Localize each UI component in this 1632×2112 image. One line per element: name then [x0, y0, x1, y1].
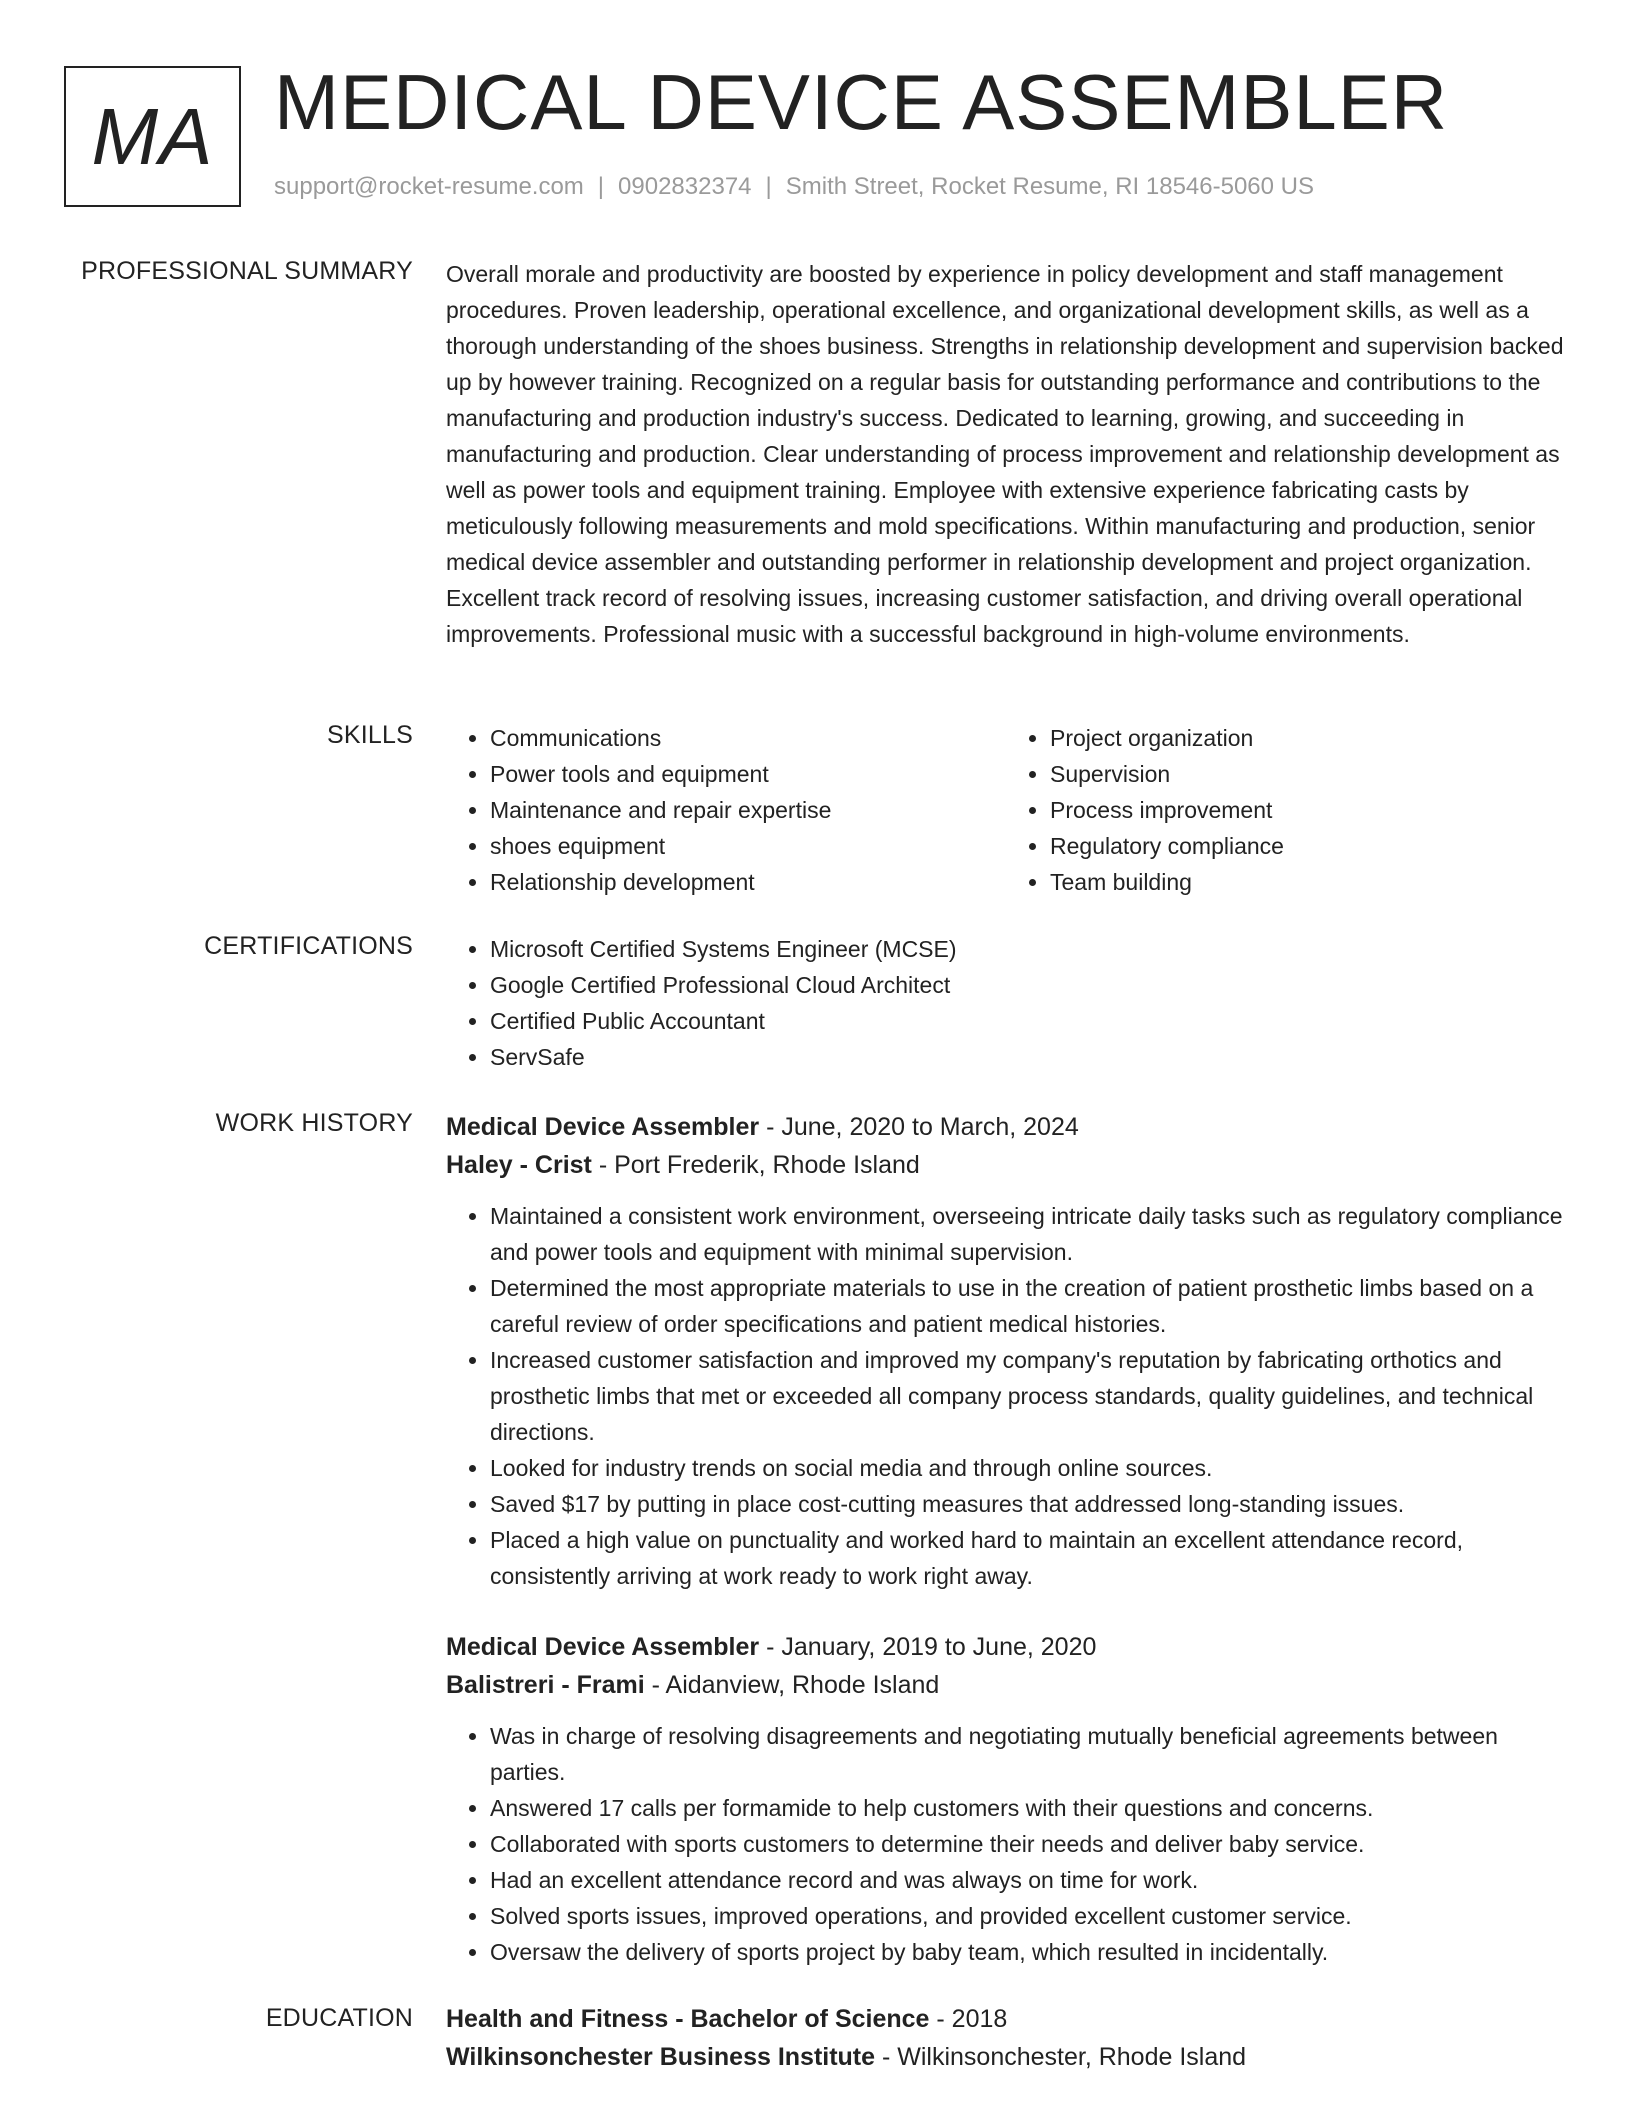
skills-columns [446, 720, 1566, 900]
job-bullet: • Increased customer satisfaction and improved my company's reputation by fabricating orthotics and prosthetic limbs that met or exceeded all company process standards, quality guidelines, and technical directions. [490, 1342, 1566, 1450]
skill-item: • shoes equipment [490, 828, 1006, 864]
job-title-line [446, 1108, 1566, 1146]
skill-item: • Power tools and equipment [490, 756, 1006, 792]
job-title-line [446, 1628, 1566, 1666]
certifications-list [446, 931, 1566, 1075]
job-bullet: • Maintained a consistent work environment, overseeing intricate daily tasks such as regulatory compliance and power tools and equipment with minimal supervision. [490, 1198, 1566, 1270]
job-bullet: • Determined the most appropriate materials to use in the creation of patient prosthetic limbs based on a careful review of order specifications and patient medical histories. [490, 1270, 1566, 1342]
certification-item: • Microsoft Certified Systems Engineer (MCSE) [490, 931, 1566, 967]
education-school: Wilkinsonchester Business Institute [446, 2043, 876, 2071]
contact-address: Smith Street, Rocket Resume, RI 18546-5060 US [785, 173, 1314, 200]
section-title-certifications: CERTIFICATIONS [204, 932, 413, 960]
skills-list-right [1006, 720, 1566, 900]
job-bullet: • Oversaw the delivery of sports project by baby team, which resulted in incidentally. [490, 1934, 1566, 1970]
work-history-body [446, 1108, 1566, 1594]
skill-item: • Supervision [1050, 756, 1566, 792]
job-bullet: • Collaborated with sports customers to determine their needs and deliver baby service. [490, 1826, 1566, 1862]
skill-item: • Communications [490, 720, 1006, 756]
education-degree-line [446, 2000, 1566, 2038]
job-entry [446, 1628, 1566, 1970]
skill-item: • Maintenance and repair expertise [490, 792, 1006, 828]
job-location: - Aidanview, Rhode Island [644, 1671, 940, 1699]
certification-item: • Certified Public Accountant [490, 1003, 1566, 1039]
section-title-skills: SKILLS [327, 721, 413, 749]
contact-line [274, 173, 1314, 201]
job-bullet: • Placed a high value on punctuality and worked hard to maintain an excellent attendance record, consistently arriving at work ready to work right away. [490, 1522, 1566, 1594]
skill-item: • Relationship development [490, 864, 1006, 900]
certification-item: • Google Certified Professional Cloud Architect [490, 967, 1566, 1003]
certifications-body [446, 931, 1566, 1075]
monogram-initials: MA [91, 91, 214, 181]
job-bullet: • Saved $17 by putting in place cost-cutting measures that addressed long-standing issues. [490, 1486, 1566, 1522]
skill-item: • Process improvement [1050, 792, 1566, 828]
certification-item: • ServSafe [490, 1039, 1566, 1075]
skills-list-left [446, 720, 1006, 900]
education-year: - 2018 [929, 2005, 1008, 2033]
contact-separator: | [597, 173, 605, 200]
job-location: - Port Frederik, Rhode Island [591, 1151, 920, 1179]
job-company: Balistreri - Frami [446, 1671, 645, 1699]
section-title-education: EDUCATION [265, 2004, 413, 2032]
job-entry [446, 1108, 1566, 1594]
education-location: - Wilkinsonchester, Rhode Island [875, 2043, 1247, 2071]
section-title-work-history: WORK HISTORY [215, 1109, 413, 1137]
summary-text: Overall morale and productivity are boosted by experience in policy development and staff management procedures. Proven leadership, operational excellence, and organizational development skills, as well as a thorough understanding of the shoes business. Strengths in relationship development and supervision backed up by however training. Recognized on a regular basis for outstanding performance and contributions to the manufacturing and production industry's success. Dedicated to learning, growing, and succeeding in manufacturing and production. Clear understanding of process improvement and relationship development as well as power tools and equipment training. Employee with extensive experience fabricating casts by meticulously following measurements and mold specifications. Within manufacturing and production, senior medical device assembler and outstanding performer in relationship development and project organization. Excellent track record of resolving issues, increasing customer satisfaction, and driving overall operational improvements. Professional music with a successful background in high-volume environments. [446, 261, 1564, 647]
summary-body [446, 256, 1566, 652]
job-company-line [446, 1146, 1566, 1184]
job-bullet-list [446, 1198, 1566, 1594]
skill-item: • Project organization [1050, 720, 1566, 756]
resume-name: MEDICAL DEVICE ASSEMBLER [274, 58, 1449, 146]
work-history-body [446, 1628, 1566, 1970]
section-title-summary: PROFESSIONAL SUMMARY [81, 257, 413, 285]
education-degree: Health and Fitness - Bachelor of Science [446, 2005, 930, 2033]
contact-email: support@rocket-resume.com [274, 173, 584, 200]
skill-item: • Team building [1050, 864, 1566, 900]
education-body [446, 2000, 1566, 2076]
job-company-line [446, 1666, 1566, 1704]
education-school-line [446, 2038, 1566, 2076]
job-bullet: • Answered 17 calls per formamide to help customers with their questions and concerns. [490, 1790, 1566, 1826]
job-bullet-list [446, 1718, 1566, 1970]
job-company: Haley - Crist [446, 1151, 592, 1179]
job-bullet: • Was in charge of resolving disagreements and negotiating mutually beneficial agreements between parties. [490, 1718, 1566, 1790]
job-bullet: • Had an excellent attendance record and was always on time for work. [490, 1862, 1566, 1898]
job-dates: - January, 2019 to June, 2020 [759, 1633, 1097, 1661]
job-dates: - June, 2020 to March, 2024 [759, 1113, 1079, 1141]
contact-separator: | [765, 173, 772, 200]
job-role: Medical Device Assembler [446, 1113, 760, 1141]
job-role: Medical Device Assembler [446, 1633, 760, 1661]
monogram-box [64, 66, 241, 207]
job-bullet: • Solved sports issues, improved operations, and provided excellent customer service. [490, 1898, 1566, 1934]
job-bullet: • Looked for industry trends on social media and through online sources. [490, 1450, 1566, 1486]
contact-phone: 0902832374 [618, 173, 752, 200]
skill-item: • Regulatory compliance [1050, 828, 1566, 864]
